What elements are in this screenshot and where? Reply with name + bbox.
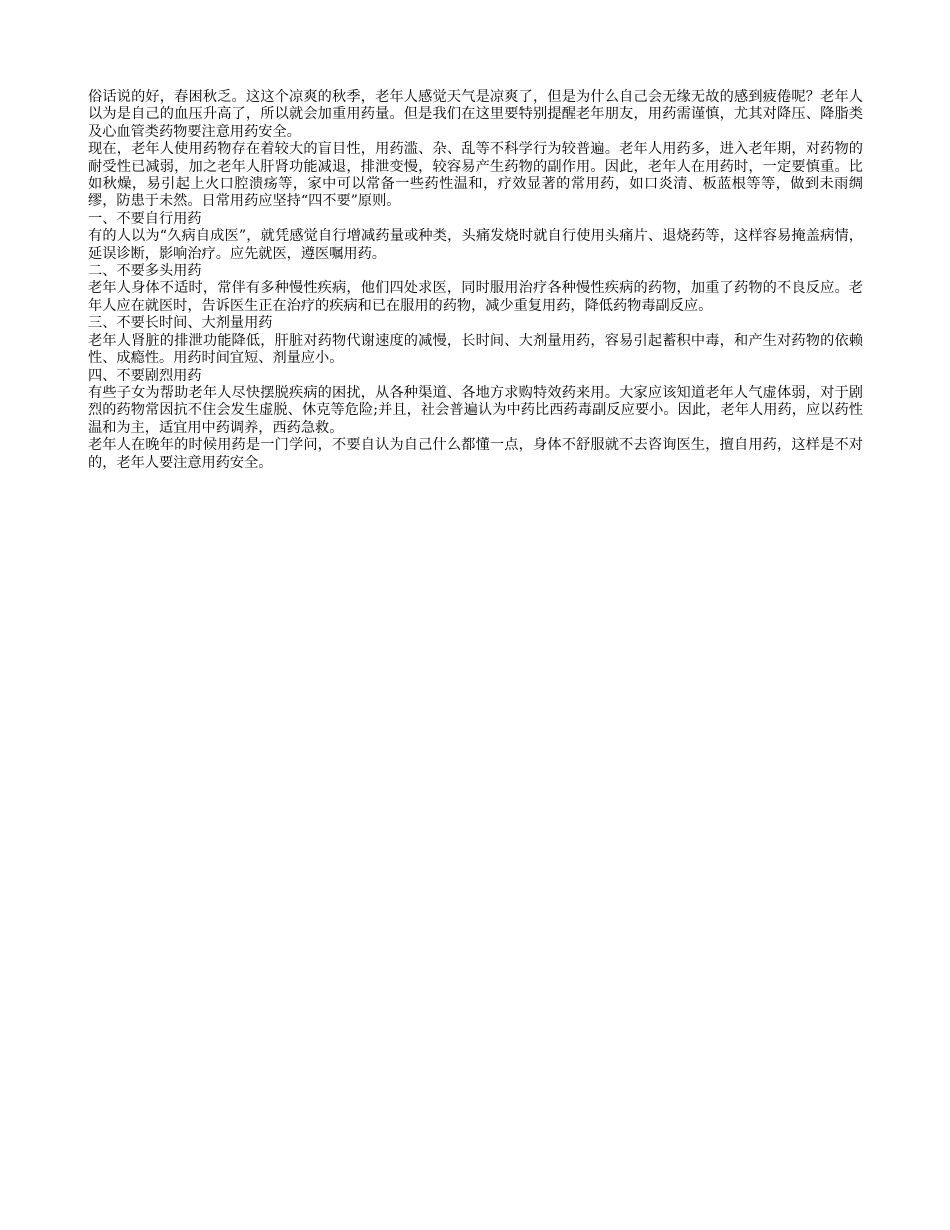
section-heading-1: 一、不要自行用药 <box>88 210 202 227</box>
article-body <box>88 89 863 472</box>
intro-paragraph-1: 俗话说的好，春困秋乏。这这个凉爽的秋季，老年人感觉天气是凉爽了，但是为什么自己会无缘无故的感到疲倦呢？老年人以为是自己的血压升高了，所以就会加重用药量。但是我们在这里要特别提醒老年朋友，用药需谨慎，尤其对降压、降脂类及心血管类药物要注意用药安全。 <box>88 89 863 140</box>
section-body-4: 有些子女为帮助老年人尽快摆脱疾病的困扰，从各种渠道、各地方求购特效药来用。大家应该知道老年人气虚体弱，对于剧烈的药物常因抗不住会发生虚脱、休克等危险;并且，社会普遍认为中药比西药毒副反应要小。因此，老年人用药，应以药性温和为主，适宜用中药调养，西药急救。 <box>88 384 863 436</box>
section-body-2: 老年人身体不适时，常伴有多种慢性疾病，他们四处求医，同时服用治疗各种慢性疾病的药物，加重了药物的不良反应。老年人应在就医时，告诉医生正在治疗的疾病和已在服用的药物，减少重复用药，降低药物毒副反应。 <box>88 280 863 314</box>
section-body-1: 有的人以为“久病自成医”，就凭感觉自行增减药量或种类，头痛发烧时就自行使用头痛片、退烧药等，这样容易掩盖病情，延误诊断，影响治疗。应先就医，遵医嘱用药。 <box>88 228 863 262</box>
section-body-3: 老年人肾脏的排泄功能降低，肝脏对药物代谢速度的减慢，长时间、大剂量用药，容易引起蓄积中毒，和产生对药物的依赖性、成瘾性。用药时间宜短、剂量应小。 <box>88 332 863 367</box>
section-heading-2: 二、不要多头用药 <box>88 263 202 280</box>
intro-paragraph-2: 现在，老年人使用药物存在着较大的盲目性，用药滥、杂、乱等不科学行为较普遍。老年人用药多，进入老年期，对药物的耐受性已减弱，加之老年人肝肾功能减退，排泄变慢，较容易产生药物的副作用。因此，老年人在用药时，一定要慎重。比如秋燥，易引起上火口腔溃疡等，家中可以常备一些药性温和，疗效显著的常用药，如口炎清、板蓝根等等，做到未雨绸缪，防患于未然。日常用药应坚持“四不要”原则。 <box>88 141 863 210</box>
section-heading-4: 四、不要剧烈用药 <box>88 367 202 384</box>
section-heading-3: 三、不要长时间、大剂量用药 <box>88 315 273 332</box>
conclusion-paragraph: 老年人在晚年的时候用药是一门学问，不要自认为自己什么都懂一点，身体不舒服就不去咨询医生，擅自用药，这样是不对的，老年人要注意用药安全。 <box>88 437 863 471</box>
